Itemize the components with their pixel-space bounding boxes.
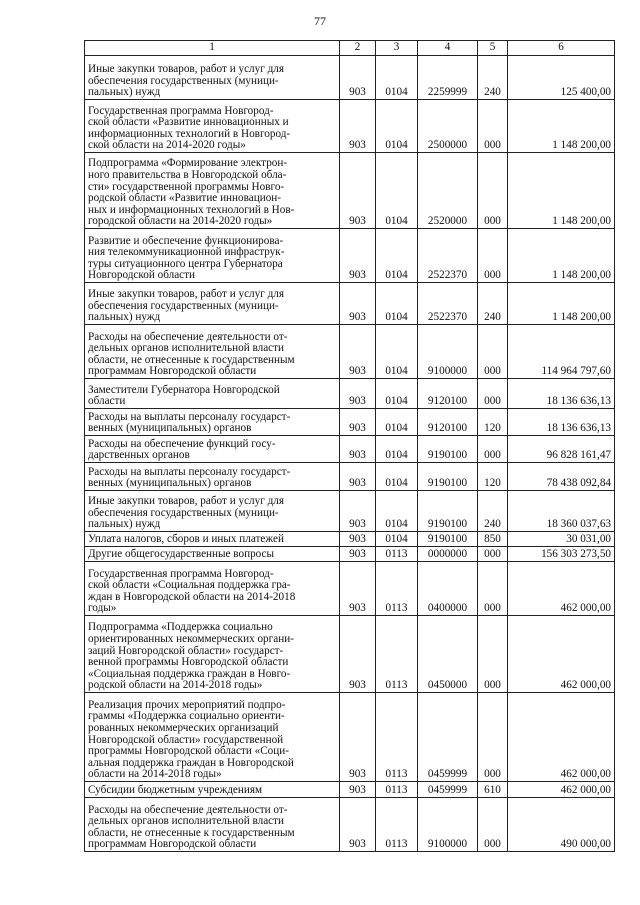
column-header-5: 5 bbox=[478, 41, 508, 56]
row-target-article-cell: 9100000 bbox=[418, 325, 478, 379]
row-amount-cell: 462 000,00 bbox=[508, 616, 615, 693]
row-name-cell: Развитие и обеспечение функционирова- ния телекоммуникационной инфраструк- туры ситуационного центра Губернатора Новгородской области bbox=[85, 229, 340, 283]
row-target-article-cell: 9190100 bbox=[418, 491, 478, 532]
row-ministry-code-cell: 903 bbox=[340, 283, 376, 325]
row-amount-cell: 18 360 037,63 bbox=[508, 491, 615, 532]
row-ministry-code-cell: 903 bbox=[340, 532, 376, 547]
row-section-code-cell: 0104 bbox=[376, 463, 418, 491]
row-section-code-cell: 0113 bbox=[376, 798, 418, 852]
row-ministry-code-cell: 903 bbox=[340, 616, 376, 693]
row-name-cell: Расходы на обеспечение деятельности от- дельных органов исполнительной власти области, не отнесенные к государственным программам Новгородской области bbox=[85, 325, 340, 379]
row-name-cell: Государственная программа Новгород- ской области «Социальная поддержка гра- ждан в Новгородской области на 2014-2018 годы» bbox=[85, 562, 340, 616]
row-expense-type-cell: 000 bbox=[478, 325, 508, 379]
row-amount-cell: 30 031,00 bbox=[508, 532, 615, 547]
row-section-code-cell: 0104 bbox=[376, 491, 418, 532]
row-target-article-cell: 9190100 bbox=[418, 436, 478, 463]
row-expense-type-cell: 000 bbox=[478, 562, 508, 616]
row-target-article-cell: 2259999 bbox=[418, 56, 478, 100]
row-section-code-cell: 0104 bbox=[376, 56, 418, 100]
row-name-cell: Реализация прочих мероприятий подпро- граммы «Поддержка социально ориенти- рованных некоммерческих организаций Новгородской области» государственной программы Новгородской области «Соци- альная поддержка граждан в Новгородской области на 2014-2018 годы» bbox=[85, 693, 340, 782]
table-row bbox=[85, 693, 615, 782]
row-target-article-cell: 0400000 bbox=[418, 562, 478, 616]
row-name-cell: Заместители Губернатора Новгородской области bbox=[85, 379, 340, 409]
column-header-3: 3 bbox=[376, 41, 418, 56]
row-ministry-code-cell: 903 bbox=[340, 229, 376, 283]
row-amount-cell: 125 400,00 bbox=[508, 56, 615, 100]
row-amount-cell: 114 964 797,60 bbox=[508, 325, 615, 379]
row-amount-cell: 1 148 200,00 bbox=[508, 229, 615, 283]
row-ministry-code-cell: 903 bbox=[340, 463, 376, 491]
column-header-2: 2 bbox=[340, 41, 376, 56]
table-header-row bbox=[85, 41, 615, 56]
row-expense-type-cell: 240 bbox=[478, 56, 508, 100]
row-expense-type-cell: 610 bbox=[478, 782, 508, 798]
row-section-code-cell: 0104 bbox=[376, 436, 418, 463]
row-amount-cell: 18 136 636,13 bbox=[508, 379, 615, 409]
table-row bbox=[85, 409, 615, 436]
row-section-code-cell: 0104 bbox=[376, 100, 418, 153]
table-row bbox=[85, 56, 615, 100]
row-section-code-cell: 0104 bbox=[376, 532, 418, 547]
table-row bbox=[85, 379, 615, 409]
row-name-cell: Подпрограмма «Формирование электрон- ного правительства в Новгородской обла- сти» государственной программы Новго- родской области «Развитие инновацион- ных и информационных технологий в Нов- городской области на 2014-2020 годы» bbox=[85, 153, 340, 229]
row-name-cell: Расходы на обеспечение деятельности от- дельных органов исполнительной власти области, не отнесенные к государственным программам Новгородской области bbox=[85, 798, 340, 852]
row-ministry-code-cell: 903 bbox=[340, 100, 376, 153]
row-target-article-cell: 0459999 bbox=[418, 693, 478, 782]
row-section-code-cell: 0104 bbox=[376, 229, 418, 283]
row-name-cell: Расходы на обеспечение функций госу- дарственных органов bbox=[85, 436, 340, 463]
row-target-article-cell: 9120100 bbox=[418, 379, 478, 409]
row-section-code-cell: 0104 bbox=[376, 409, 418, 436]
column-header-4: 4 bbox=[418, 41, 478, 56]
row-ministry-code-cell: 903 bbox=[340, 798, 376, 852]
table-body bbox=[85, 56, 615, 852]
table-row bbox=[85, 547, 615, 562]
row-target-article-cell: 9190100 bbox=[418, 532, 478, 547]
row-section-code-cell: 0113 bbox=[376, 616, 418, 693]
row-section-code-cell: 0113 bbox=[376, 782, 418, 798]
row-amount-cell: 96 828 161,47 bbox=[508, 436, 615, 463]
row-name-cell: Уплата налогов, сборов и иных платежей bbox=[85, 532, 340, 547]
row-expense-type-cell: 000 bbox=[478, 229, 508, 283]
row-name-cell: Государственная программа Новгород- ской области «Развитие инновационных и информационных технологий в Новгород- ской области на 2014-2020 годы» bbox=[85, 100, 340, 153]
row-ministry-code-cell: 903 bbox=[340, 693, 376, 782]
row-name-cell: Другие общегосударственные вопросы bbox=[85, 547, 340, 562]
row-name-cell: Подпрограмма «Поддержка социально ориентированных некоммерческих органи- заций Новгородской области» государст- венной программы Новгородской области «Социальная поддержка граждан в Новго- родской области на 2014-2018 годы» bbox=[85, 616, 340, 693]
row-name-cell: Иные закупки товаров, работ и услуг для обеспечения государственных (муници- пальных) нужд bbox=[85, 283, 340, 325]
row-target-article-cell: 9100000 bbox=[418, 798, 478, 852]
row-amount-cell: 1 148 200,00 bbox=[508, 153, 615, 229]
row-target-article-cell: 9120100 bbox=[418, 409, 478, 436]
row-ministry-code-cell: 903 bbox=[340, 436, 376, 463]
row-target-article-cell: 2522370 bbox=[418, 229, 478, 283]
row-expense-type-cell: 240 bbox=[478, 283, 508, 325]
row-section-code-cell: 0113 bbox=[376, 693, 418, 782]
table-row bbox=[85, 616, 615, 693]
row-expense-type-cell: 120 bbox=[478, 409, 508, 436]
row-amount-cell: 156 303 273,50 bbox=[508, 547, 615, 562]
row-section-code-cell: 0104 bbox=[376, 325, 418, 379]
row-name-cell: Иные закупки товаров, работ и услуг для обеспечения государственных (муници- пальных) нужд bbox=[85, 56, 340, 100]
row-ministry-code-cell: 903 bbox=[340, 547, 376, 562]
row-amount-cell: 18 136 636,13 bbox=[508, 409, 615, 436]
row-expense-type-cell: 240 bbox=[478, 491, 508, 532]
row-section-code-cell: 0104 bbox=[376, 153, 418, 229]
row-section-code-cell: 0113 bbox=[376, 547, 418, 562]
row-target-article-cell: 2520000 bbox=[418, 153, 478, 229]
row-ministry-code-cell: 903 bbox=[340, 153, 376, 229]
table-row bbox=[85, 532, 615, 547]
row-expense-type-cell: 000 bbox=[478, 547, 508, 562]
row-expense-type-cell: 000 bbox=[478, 153, 508, 229]
row-expense-type-cell: 000 bbox=[478, 379, 508, 409]
column-header-1: 1 bbox=[85, 41, 340, 56]
table-row bbox=[85, 782, 615, 798]
row-target-article-cell: 2500000 bbox=[418, 100, 478, 153]
row-ministry-code-cell: 903 bbox=[340, 491, 376, 532]
table-row bbox=[85, 325, 615, 379]
row-section-code-cell: 0104 bbox=[376, 283, 418, 325]
table-row bbox=[85, 436, 615, 463]
row-amount-cell: 462 000,00 bbox=[508, 782, 615, 798]
row-target-article-cell: 9190100 bbox=[418, 463, 478, 491]
row-expense-type-cell: 000 bbox=[478, 616, 508, 693]
row-name-cell: Иные закупки товаров, работ и услуг для обеспечения государственных (муници- пальных) нужд bbox=[85, 491, 340, 532]
row-amount-cell: 462 000,00 bbox=[508, 693, 615, 782]
row-target-article-cell: 0000000 bbox=[418, 547, 478, 562]
table-row bbox=[85, 491, 615, 532]
row-target-article-cell: 0459999 bbox=[418, 782, 478, 798]
row-amount-cell: 1 148 200,00 bbox=[508, 100, 615, 153]
row-name-cell: Расходы на выплаты персоналу государст- венных (муниципальных) органов bbox=[85, 463, 340, 491]
row-amount-cell: 1 148 200,00 bbox=[508, 283, 615, 325]
row-expense-type-cell: 120 bbox=[478, 463, 508, 491]
table-row bbox=[85, 463, 615, 491]
budget-table bbox=[84, 40, 615, 852]
row-expense-type-cell: 000 bbox=[478, 100, 508, 153]
table-row bbox=[85, 283, 615, 325]
row-amount-cell: 490 000,00 bbox=[508, 798, 615, 852]
row-amount-cell: 78 438 092,84 bbox=[508, 463, 615, 491]
row-section-code-cell: 0104 bbox=[376, 379, 418, 409]
row-ministry-code-cell: 903 bbox=[340, 56, 376, 100]
row-ministry-code-cell: 903 bbox=[340, 409, 376, 436]
row-expense-type-cell: 000 bbox=[478, 436, 508, 463]
row-name-cell: Субсидии бюджетным учреждениям bbox=[85, 782, 340, 798]
row-section-code-cell: 0113 bbox=[376, 562, 418, 616]
table-row bbox=[85, 562, 615, 616]
row-expense-type-cell: 000 bbox=[478, 693, 508, 782]
table-row bbox=[85, 153, 615, 229]
row-ministry-code-cell: 903 bbox=[340, 782, 376, 798]
row-amount-cell: 462 000,00 bbox=[508, 562, 615, 616]
row-target-article-cell: 2522370 bbox=[418, 283, 478, 325]
row-ministry-code-cell: 903 bbox=[340, 325, 376, 379]
table-row bbox=[85, 100, 615, 153]
row-expense-type-cell: 000 bbox=[478, 798, 508, 852]
row-expense-type-cell: 850 bbox=[478, 532, 508, 547]
column-header-6: 6 bbox=[508, 41, 615, 56]
table-row bbox=[85, 798, 615, 852]
table-row bbox=[85, 229, 615, 283]
page-number: 77 bbox=[314, 14, 326, 28]
row-target-article-cell: 0450000 bbox=[418, 616, 478, 693]
row-ministry-code-cell: 903 bbox=[340, 379, 376, 409]
row-ministry-code-cell: 903 bbox=[340, 562, 376, 616]
row-name-cell: Расходы на выплаты персоналу государст- венных (муниципальных) органов bbox=[85, 409, 340, 436]
